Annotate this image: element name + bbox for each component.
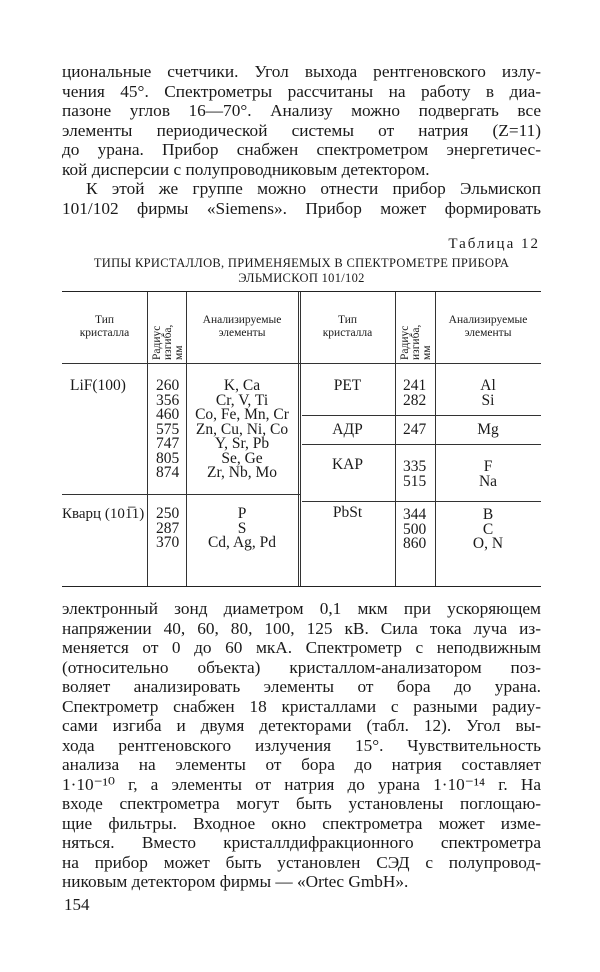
text-line: меняется от 0 до 60 мкА. Спектрометр с неподвижным [62, 638, 541, 657]
crystal-cell: PbSt [332, 504, 363, 521]
row-divider [62, 494, 300, 495]
text-line: (относительно объекта) кристаллом-анализатором поз- [62, 657, 541, 677]
text-line: воляет анализировать элементы от бора до урана. [62, 677, 541, 696]
radius-cell: 250 287 370 [156, 505, 180, 551]
crystal-cell: Кварц (101̅1) [62, 506, 145, 522]
header-elements: Анализируемые элементы [202, 314, 282, 339]
header-crystal-type: Тип кристалла [79, 314, 130, 339]
radius-cell: 241 282 [403, 377, 427, 409]
page-number: 154 [64, 895, 90, 914]
elements-cell: B C O, N [472, 506, 504, 552]
header-crystal-type: Тип кристалла [322, 314, 373, 339]
text-line: К этой же группе можно отнести прибор Эльмископ [86, 179, 541, 198]
elements-cell: Mg [477, 421, 499, 438]
header-radius: Радиус изгиба, мм [399, 324, 433, 360]
crystal-cell: KAP [331, 456, 363, 473]
table-title: ТИПЫ КРИСТАЛЛОВ, ПРИМЕНЯЕМЫХ В СПЕКТРОМЕТРЕ ПРИБОРА [93, 256, 510, 270]
crystal-cell: АДР [332, 421, 363, 438]
header-elements: Анализируемые элементы [448, 314, 528, 339]
radius-cell: 247 [403, 421, 427, 438]
text-line: Спектрометр снабжен 18 кристаллами с разными радиу- [62, 696, 541, 716]
elements-cell: P S Cd, Ag, Pd [207, 505, 277, 551]
text-line: никовым детектором фирмы — «Ortec GmbH». [62, 872, 409, 891]
text-line: 101/102 фирмы «Siemens». Прибор может формировать [62, 198, 541, 218]
header-radius: Радиус изгиба, мм [151, 324, 185, 360]
text-line: до урана. Прибор снабжен спектрометром энергетичес- [62, 140, 541, 159]
elements-cell: F Na [478, 458, 498, 490]
elements-cell: K, Ca Cr, V, Ti Co, Fe, Mn, Cr Zn, Cu, Ni, Co Y, Sr, Pb Se, Ge Zr, Nb, Mo [195, 377, 289, 481]
text-line: на прибор может быть установлен СЭД с полупровод- [62, 852, 541, 872]
radius-cell: 335 515 [403, 458, 427, 490]
text-line: щие фильтры. Входное окно спектрометра может изме- [62, 813, 541, 833]
row-divider [302, 444, 541, 445]
column-divider [147, 292, 148, 586]
text-line: чения 45°. Спектрометры рассчитаны на работу в диа- [62, 81, 541, 101]
text-line: элементы периодической системы от натрия (Z=11) [62, 120, 541, 140]
text-line: хода рентгеновского излучения 15°. Чувствительность [62, 735, 541, 755]
text-line: напряжении 40, 60, 80, 100, 125 кВ. Сила тока луча из- [62, 618, 541, 638]
text-line: электронный зонд диаметром 0,1 мкм при ускоряющем [62, 599, 541, 618]
crystal-types-table [62, 291, 541, 587]
text-line: няться. Вместо кристаллдифракционного спектрометра [62, 833, 541, 852]
text-line: сами изгиба и двумя детекторами (табл. 12). Угол вы- [62, 716, 541, 735]
table-number: Таблица 12 [448, 236, 540, 252]
radius-cell: 344 500 860 [403, 506, 427, 552]
text-line: входе спектрометра могут быть установлены поглощаю- [62, 794, 541, 813]
text-line: кой дисперсии с полупроводниковым детектором. [62, 159, 430, 179]
text-line: пазоне углов 16—70°. Анализу можно подвергать все [62, 101, 541, 120]
text-line: циональные счетчики. Угол выхода рентгеновского излу- [62, 62, 541, 81]
text-line: 1·10⁻¹⁰ г, а элементы от натрия до урана 1·10⁻¹⁴ г. На [62, 774, 541, 794]
crystal-cell: LiF(100) [70, 377, 126, 394]
crystal-cell: PET [333, 377, 362, 394]
column-divider [395, 292, 396, 586]
radius-cell: 260 356 460 575 747 805 874 [156, 377, 180, 481]
elements-cell: Al Si [480, 377, 496, 409]
text-line: анализа на элементы от бора до натрия составляет [62, 755, 541, 774]
row-divider [302, 501, 541, 502]
row-divider [302, 415, 541, 416]
table-title-line2: ЭЛЬМИСКОП 101/102 [238, 271, 365, 285]
